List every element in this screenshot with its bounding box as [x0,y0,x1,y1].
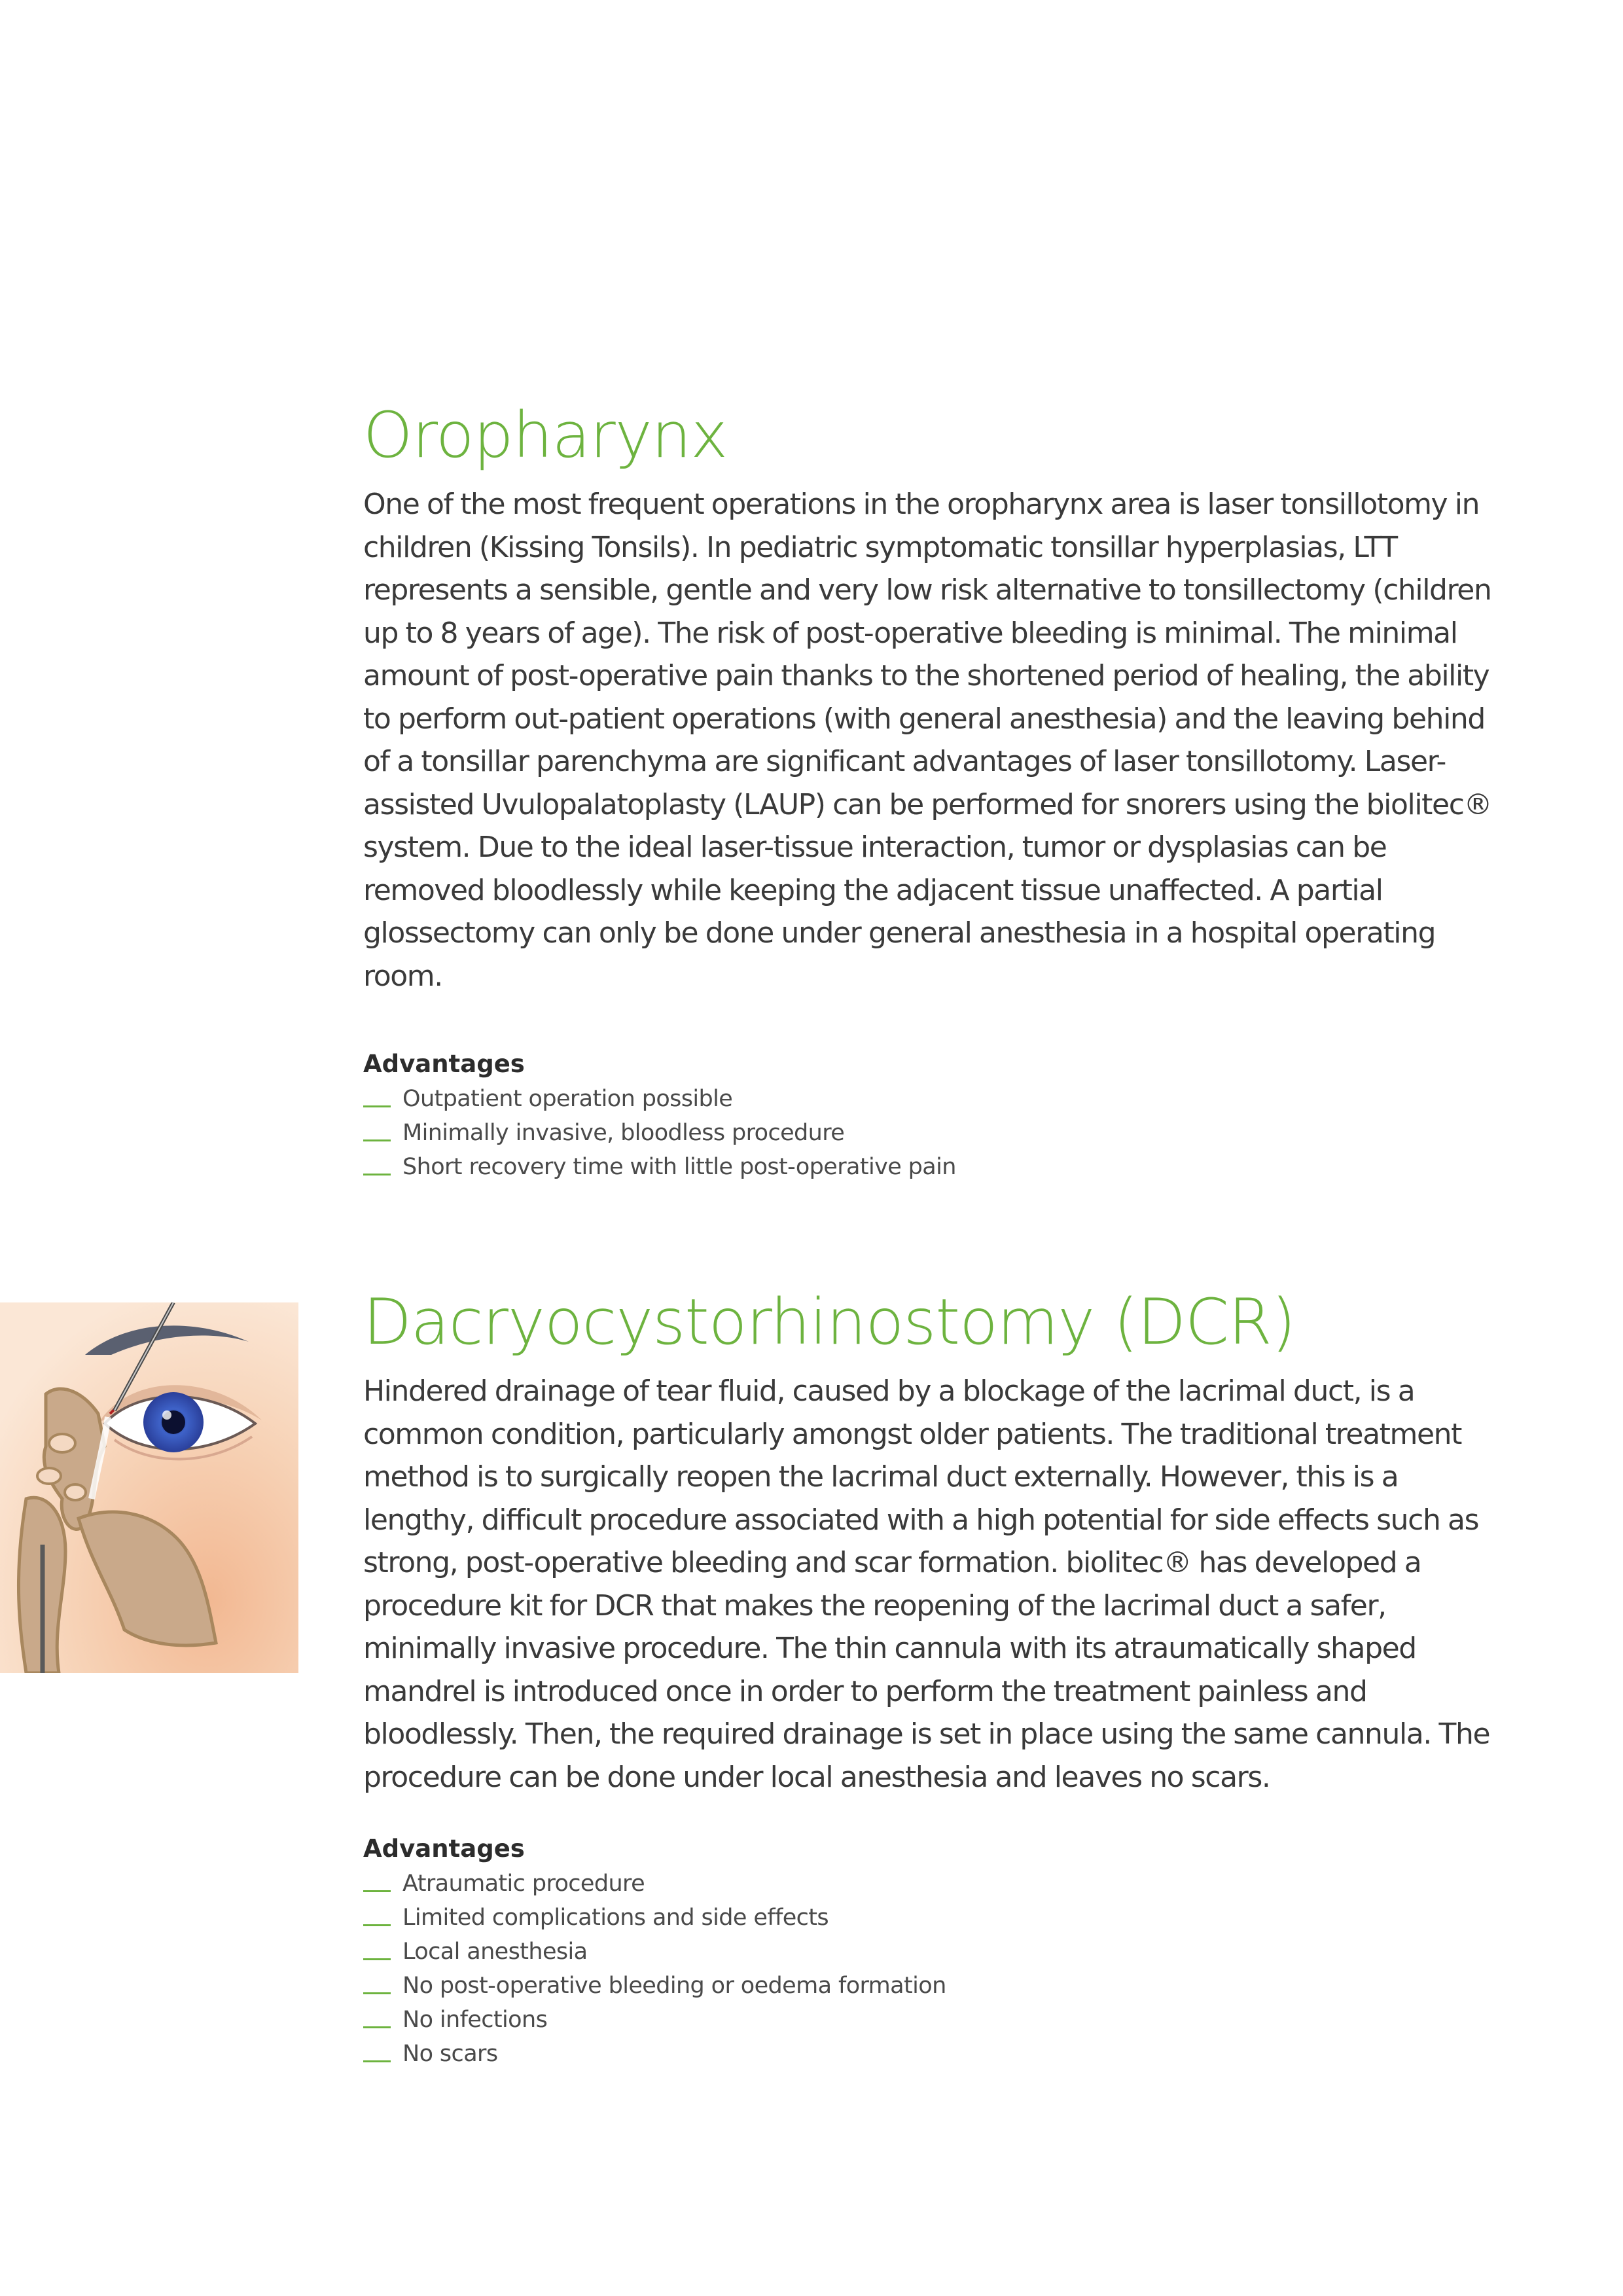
list-item [363,1867,1515,1901]
cavity [49,1434,75,1452]
dash-bullet-icon [363,1958,391,1960]
dcr-section [363,1286,1515,2071]
dcr-advantages-title: Advantages [363,1835,525,1863]
advantage-text: No infections [402,2007,548,2034]
oropharynx-body: One of the most frequent operations in the oropharynx area is laser tonsillotomy in children (Kissing Tonsils). In pediatric symptomatic tonsillar hyperplasias, LTT represents a sensible, gentle and very low risk alternative to tonsillectomy (children up to 8 years of age). The risk of post-operative bleeding is minimal. The minimal amount of post-operative pain thanks to the shortened period of healing, the ability to perform out-patient operations (with general anesthesia) and the leaving behind of a tonsillar parenchyma are significant advantages of laser tonsillotomy. Laser-assisted Uvulopalatoplasty (LAUP) can be performed for snorers using the biolitec® system. Due to the ideal laser-tissue interaction, tumor or dysplasias can be removed bloodlessly while keeping the adjacent tissue unaffected. A partial glossectomy can only be done under general anesthesia in a hospital operating room. [363,488,1492,993]
list-item [363,2003,1515,2037]
list-item [363,1082,1515,1116]
advantage-text: Minimally invasive, bloodless procedure [402,1120,845,1147]
dash-bullet-icon [363,1105,391,1107]
dash-bullet-icon [363,2060,391,2062]
advantage-text: Outpatient operation possible [402,1086,733,1113]
dash-bullet-icon [363,2026,391,2028]
oropharynx-title: Oropharynx [363,399,728,472]
advantage-text: Atraumatic procedure [402,1871,645,1897]
advantage-text: Limited complications and side effects [402,1905,829,1931]
dcr-anatomy-illustration [0,1302,298,1673]
oropharynx-advantages-title: Advantages [363,1050,525,1079]
advantage-text: No post-operative bleeding or oedema formation [402,1973,946,2000]
list-item [363,1935,1515,1969]
dash-bullet-icon [363,1139,391,1141]
dcr-advantages-list [363,1867,1515,2071]
advantage-text: No scars [402,2041,498,2068]
dcr-body: Hindered drainage of tear fluid, caused by a blockage of the lacrimal duct, is a common condition, particularly amongst older patients. The traditional treatment method is to surgically reopen the lacrimal duct externally. However, this is a lengthy, difficult procedure associated with a high potential for side effects such as strong, post-operative bleeding and scar formation. biolitec® has developed a procedure kit for DCR that makes the reopening of the lacrimal duct a safer, minimally invasive procedure. The thin cannula with its atraumatically shaped mandrel is introduced once in order to perform the treatment painless and bloodlessly. Then, the required drainage is set in place using the same cannula. The procedure can be done under local anesthesia and leaves no scars. [363,1374,1490,1794]
cavity [37,1468,61,1484]
list-item [363,1901,1515,1935]
cavity [65,1484,86,1500]
dash-bullet-icon [363,1992,391,1994]
eye-highlight [162,1410,171,1420]
list-item [363,2037,1515,2071]
dash-bullet-icon [363,1174,391,1175]
advantage-text: Local anesthesia [402,1939,588,1965]
list-item [363,1150,1515,1184]
oropharynx-section [363,399,1515,1184]
list-item [363,1969,1515,2003]
dash-bullet-icon [363,1924,391,1926]
oropharynx-advantages-list [363,1082,1515,1184]
dcr-title: Dacryocystorhinostomy (DCR) [363,1285,1296,1359]
advantage-text: Short recovery time with little post-operative pain [402,1154,956,1181]
list-item [363,1116,1515,1150]
dash-bullet-icon [363,1890,391,1892]
